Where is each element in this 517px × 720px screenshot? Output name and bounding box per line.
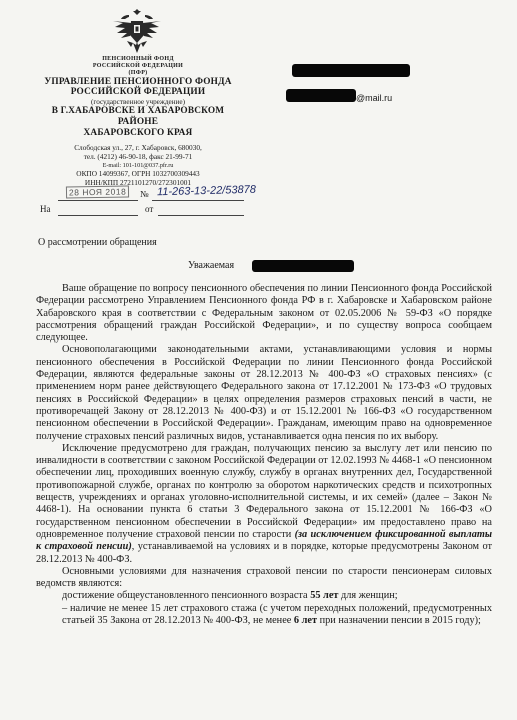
sender-organization-block	[38, 56, 238, 188]
registration-number: 11-263-13-22/53878	[156, 183, 257, 199]
reference-na-label: На	[40, 204, 51, 214]
body-paragraph: Основными условиями для назначения страховой пенсии по старости пенсионерам силовых ведомств являются:	[36, 565, 492, 590]
organization-address: Слободская ул., 27, г. Хабаровск, 680030,	[74, 143, 202, 153]
letter-subject: О рассмотрении обращения	[38, 237, 157, 248]
list-text: при назначении пенсии в 2015 году);	[317, 615, 481, 627]
paragraph-text: Исключение предусмотрено для граждан, получающих пенсию за выслугу лет или пенсию по инвалидности в соответствии с законом Российской Федерации от 12.02.1993 № 4468-1 «О пенсионном обеспечении лиц, проходивших военную службу, службу в органах внутренних дел, Государственной противопожарной службе, органах по контролю за оборотом наркотических средств и психотропных веществ, учреждениях и органах уголовно-исполнительной системы, и их семей» (далее – Закон № 4468-1). На основании пункта 6 статьи 3 Федерального закона от 15.12.2001 № 166-ФЗ «О государственном пенсионном обеспечении в Российской Федерации» им предоставлено право на одновременное получение страховой пенсии по старости	[36, 442, 492, 540]
condition-list-item	[36, 603, 492, 628]
list-text: достижение общеустановленного пенсионного возраста	[62, 590, 311, 602]
coat-of-arms-emblem	[111, 9, 163, 55]
redacted-recipient-email	[286, 89, 356, 102]
list-emphasis: 55 лет	[310, 590, 339, 602]
organization-okpo: ОКПО 14099367, ОГРН 1032700309443	[76, 168, 200, 178]
redacted-recipient-salutation-name	[252, 260, 354, 272]
salutation-text: Уважаемая	[188, 260, 235, 271]
list-text: – наличие не менее 15 лет страхового стажа (с учетом переходных положений, предусмотренных статьей 35 Закона от 28.12.2013 № 400-ФЗ, не менее	[62, 602, 492, 627]
recipient-email-suffix: @mail.ru	[356, 93, 393, 103]
condition-list-item	[36, 590, 492, 602]
date-stamp: 28 НОЯ 2018	[66, 185, 129, 198]
list-emphasis: 6 лет	[293, 615, 318, 627]
organization-inn: ИНН/КПП 2721101270/272301001	[84, 177, 192, 187]
reference-na-underline	[58, 215, 138, 216]
organization-region: ХАБАРОВСКОГО КРАЯ	[83, 127, 193, 138]
reference-ot-label: от	[145, 204, 154, 214]
letter-body	[36, 283, 492, 627]
organization-email: E-mail: 101-101@037.pfr.ru	[102, 162, 174, 170]
body-paragraph	[36, 443, 492, 566]
reference-ot-underline	[158, 215, 244, 216]
double-headed-eagle-icon	[111, 9, 163, 55]
salutation	[188, 260, 234, 271]
body-paragraph: Ваше обращение по вопросу пенсионного обеспечения по линии Пенсионного фонда Российской Федерации рассмотрено Управлением Пенсионного фонда РФ в г. Хабаровске и Хабаровском районе Хабаровского края в соответствии с Федеральным законом от 02.05.2006 № 59-ФЗ «О порядке рассмотрения обращений граждан Российской Федерации», и по существу вопроса сообщаем следующее.	[36, 283, 492, 344]
emphasized-clause: (за исключением фиксированной выплаты к страховой пенсии)	[36, 528, 492, 553]
organization-phone: тел. (4212) 46-90-18, факс 21-99-71	[83, 152, 193, 162]
fund-line: РОССИЙСКОЙ ФЕДЕРАЦИИ	[92, 62, 184, 69]
date-underline	[58, 200, 138, 201]
paragraph-text: , устанавливаемой на условиях и в порядке, которые предусмотрены Законом от 28.12.2013 № 400-ФЗ.	[36, 541, 492, 565]
organization-status: (государственное учреждение)	[91, 98, 185, 107]
body-paragraph: Основополагающими законодательными актами, устанавливающими условия и нормы пенсионного обеспечения в Российской Федерации по линии Пенсионного фонда Российской Федерации, являются федеральные законы от 28.12.2013 № 400-ФЗ «О страховых пенсиях» (с применением норм ранее действующего Федерального закона от 17.12.2001 № 173-ФЗ «О трудовых пенсиях в Российской Федерации» в целях определения размеров страховых пенсий в части, не противоречащей Закону от 28.12.2013 № 400-ФЗ) и от 15.12.2001 № 166-ФЗ «О государственном пенсионном обеспечении в Российской Федерации». Гражданам, имеющим право на одновременное получение страховых пенсий различных видов, устанавливается одна пенсия по их выбору.	[36, 344, 492, 442]
number-underline	[152, 200, 244, 201]
redacted-recipient-name	[292, 64, 410, 77]
list-text: для женщин;	[338, 590, 398, 602]
fund-line: (ПФР)	[128, 69, 148, 76]
fund-line: ПЕНСИОННЫЙ ФОНД	[102, 56, 174, 62]
organization-title: РОССИЙСКОЙ ФЕДЕРАЦИИ	[70, 87, 206, 98]
number-label: №	[140, 189, 149, 199]
organization-region: В Г.ХАБАРОВСКЕ И ХАБАРОВСКОМ РАЙОНЕ	[51, 106, 225, 128]
organization-title: УПРАВЛЕНИЕ ПЕНСИОННОГО ФОНДА	[44, 76, 232, 87]
